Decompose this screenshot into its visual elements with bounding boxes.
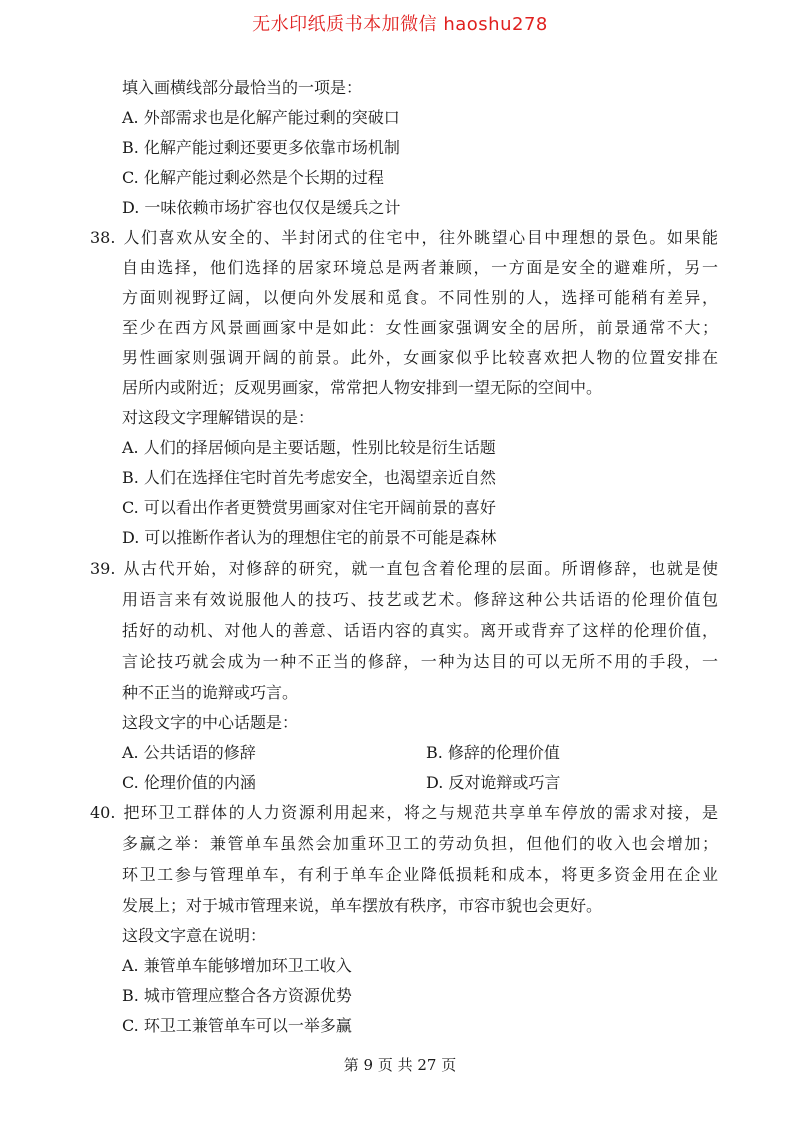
q40-line-2: 多赢之举：兼管单车虽然会加重环卫工的劳动负担，但他们的收入也会增加； [122, 834, 718, 853]
q37-prompt: 填入画横线部分最恰当的一项是： [122, 78, 363, 97]
q39-option-c: C. 伦理价值的内涵 [122, 773, 256, 792]
q39-line-5: 种不正当的诡辩或巧言。 [122, 683, 299, 702]
q40-option-c: C. 环卫工兼管单车可以一举多赢 [122, 1016, 352, 1035]
q38-option-c: C. 可以看出作者更赞赏男画家对住宅开阔前景的喜好 [122, 498, 496, 517]
q40-line-4: 发展上；对于城市管理来说，单车摆放有秩序，市容市貌也会更好。 [122, 896, 603, 915]
q39-line-4: 言论技巧就会成为一种不正当的修辞，一种为达目的可以无所不用的手段，一 [122, 652, 718, 671]
page-footer: 第 9 页 共 27 页 [343, 1056, 457, 1074]
q40-prompt: 这段文字意在说明： [122, 926, 267, 945]
q38-option-b: B. 人们在选择住宅时首先考虑安全，也渴望亲近自然 [122, 468, 496, 487]
q37-option-b: B. 化解产能过剩还要更多依靠市场机制 [122, 138, 400, 157]
q37-option-c: C. 化解产能过剩必然是个长期的过程 [122, 168, 384, 187]
q38-line-3: 方面则视野辽阔，以便向外发展和觅食。不同性别的人，选择可能稍有差异， [122, 288, 718, 307]
q38-option-a: A. 人们的择居倾向是主要话题，性别比较是衍生话题 [122, 438, 496, 457]
q38-prompt: 对这段文字理解错误的是： [122, 408, 315, 427]
q39-option-d: D. 反对诡辩或巧言 [426, 773, 561, 792]
q40-number: 40. [90, 803, 116, 822]
q40-option-a: A. 兼管单车能够增加环卫工收入 [122, 956, 352, 975]
q38-line-6: 居所内或附近；反观男画家，常常把人物安排到一望无际的空间中。 [122, 378, 603, 397]
q40-line-3: 环卫工参与管理单车，有利于单车企业降低损耗和成本，将更多资金用在企业 [122, 865, 718, 884]
q38-number: 38. [90, 228, 116, 247]
q38-line-1 [90, 228, 718, 248]
q39-prompt: 这段文字的中心话题是： [122, 713, 299, 732]
q39-line-1 [90, 559, 718, 579]
q40-option-b: B. 城市管理应整合各方资源优势 [122, 986, 352, 1005]
watermark-text: 无水印纸质书本加微信 haoshu278 [252, 14, 548, 35]
q38-line-4: 至少在西方风景画画家中是如此：女性画家强调安全的居所，前景通常不大； [122, 318, 718, 337]
q39-text: 从古代开始，对修辞的研究，就一直包含着伦理的层面。所谓修辞，也就是使 [122, 559, 718, 578]
q38-line-2: 自由选择，他们选择的居家环境总是两者兼顾，一方面是安全的避难所，另一 [122, 258, 718, 277]
q39-line-3: 括好的动机、对他人的善意、话语内容的真实。离开或背弃了这样的伦理价值， [122, 621, 718, 640]
q39-number: 39. [90, 559, 116, 578]
q37-option-a: A. 外部需求也是化解产能过剩的突破口 [122, 108, 400, 127]
q39-line-2: 用语言来有效说服他人的技巧、技艺或艺术。修辞这种公共话语的伦理价值包 [122, 590, 718, 609]
q40-text: 把环卫工群体的人力资源利用起来，将之与规范共享单车停放的需求对接，是 [122, 803, 718, 822]
q38-text: 人们喜欢从安全的、半封闭式的住宅中，往外眺望心目中理想的景色。如果能 [122, 228, 718, 247]
q38-line-5: 男性画家则强调开阔的前景。此外，女画家似乎比较喜欢把人物的位置安排在 [122, 348, 718, 367]
q40-line-1 [90, 803, 718, 823]
q39-option-b: B. 修辞的伦理价值 [426, 743, 560, 762]
q39-option-a: A. 公共话语的修辞 [122, 743, 256, 762]
q37-option-d: D. 一味依赖市场扩容也仅仅是缓兵之计 [122, 198, 401, 217]
q38-option-d: D. 可以推断作者认为的理想住宅的前景不可能是森林 [122, 528, 497, 547]
